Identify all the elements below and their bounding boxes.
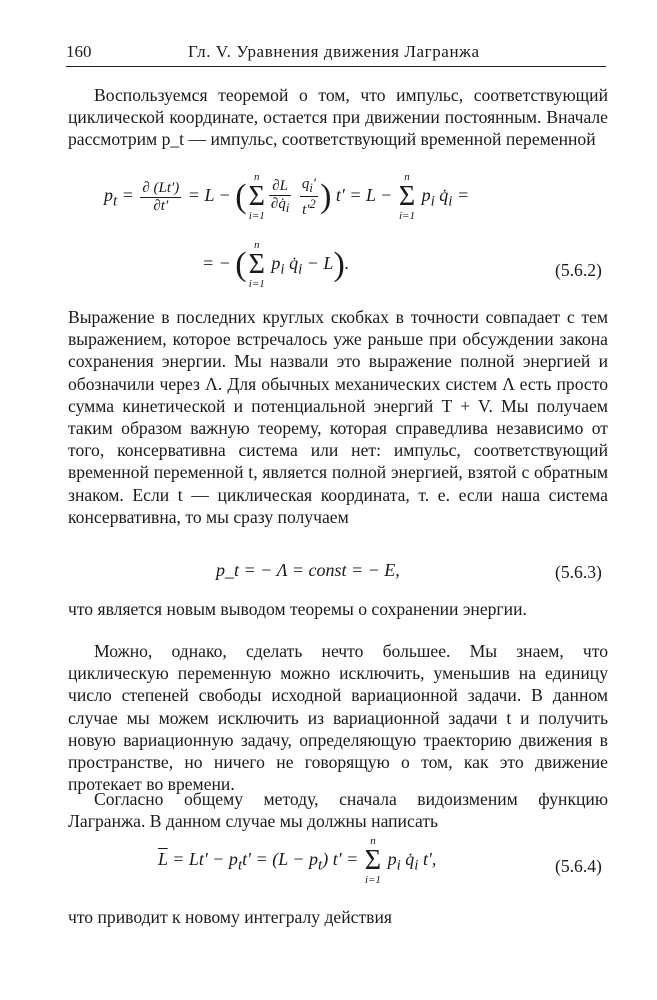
equation-5-6-4-body: $\overline{L} = Lt' - p_tt' = (L - p_t) t'$ = n Σ i=1 $p_i$ $q̇_i$ t′, bbox=[158, 835, 437, 886]
equation-5-6-3-body: p_t = − Λ = const = − E, bbox=[216, 560, 400, 580]
paragraph-1: Воспользуемся теоремой о том, что импульс, соответствующий циклической координате, остается при движении постоянным. Вначале рассмотрим p_t — импульс, соответствующий временной переменной bbox=[68, 85, 608, 150]
paragraph-4: Можно, однако, сделать нечто большее. Мы знаем, что циклическую переменную можно исключить, уменьшив на единицу число степеней свободы исходной вариационной задачи. В данном случае мы можем исключить из вариационной задачи t и получить новую вариационную задачу, определяющую траекторию движения в пространстве, но ничего не говорящую о том, как это движение протекает во времени. bbox=[68, 641, 608, 795]
page-header bbox=[66, 40, 606, 67]
paragraph-5: Согласно общему методу, сначала видоизменим функцию Лагранжа. В данном случае мы должны написать bbox=[68, 789, 608, 832]
equation-number: (5.6.3) bbox=[555, 562, 602, 582]
paragraph-6: что приводит к новому интегралу действия bbox=[68, 907, 392, 927]
chapter-title: Гл. V. Уравнения движения Лагранжа bbox=[188, 42, 480, 61]
equation-number: (5.6.2) bbox=[555, 260, 602, 280]
equation-5-6-2-line-1: $p_t$ = $\frac{\partial (Lt')}{\partial t'}$ = L − ( n Σ i=1 $\frac{\partial L}{\partial q̇_i}$ $\frac{q_i'}{t'^2}$ ) t′ = L − n Σ i=1 $p_i$ $q̇_i$ = bbox=[104, 171, 470, 222]
equation-5-6-2-line-2: = − ( n Σ i=1 $p_i$ $q̇_i - L$). bbox=[202, 239, 350, 290]
page-number: 160 bbox=[66, 42, 92, 61]
equation-number: (5.6.4) bbox=[555, 856, 602, 876]
paragraph-3: что является новым выводом теоремы о сохранении энергии. bbox=[68, 599, 527, 619]
paragraph-2: Выражение в последних круглых скобках в точности совпадает с тем выражением, которое встречалось уже раньше при обсуждении закона сохранения энергии. Мы назвали это выражение полной энергией и обозначили через Λ. Для обычных механических систем Λ есть просто сумма кинетической и потенциальной энергий T + V. Мы получаем таким образом важную теорему, которая справедлива независимо от того, консервативна система или нет: импульс, соответствующий временной переменной t, является полной энергией, взятой с обратным знаком. Если t — циклическая координата, т. е. если наша система консервативна, то мы сразу получаем bbox=[68, 307, 608, 527]
